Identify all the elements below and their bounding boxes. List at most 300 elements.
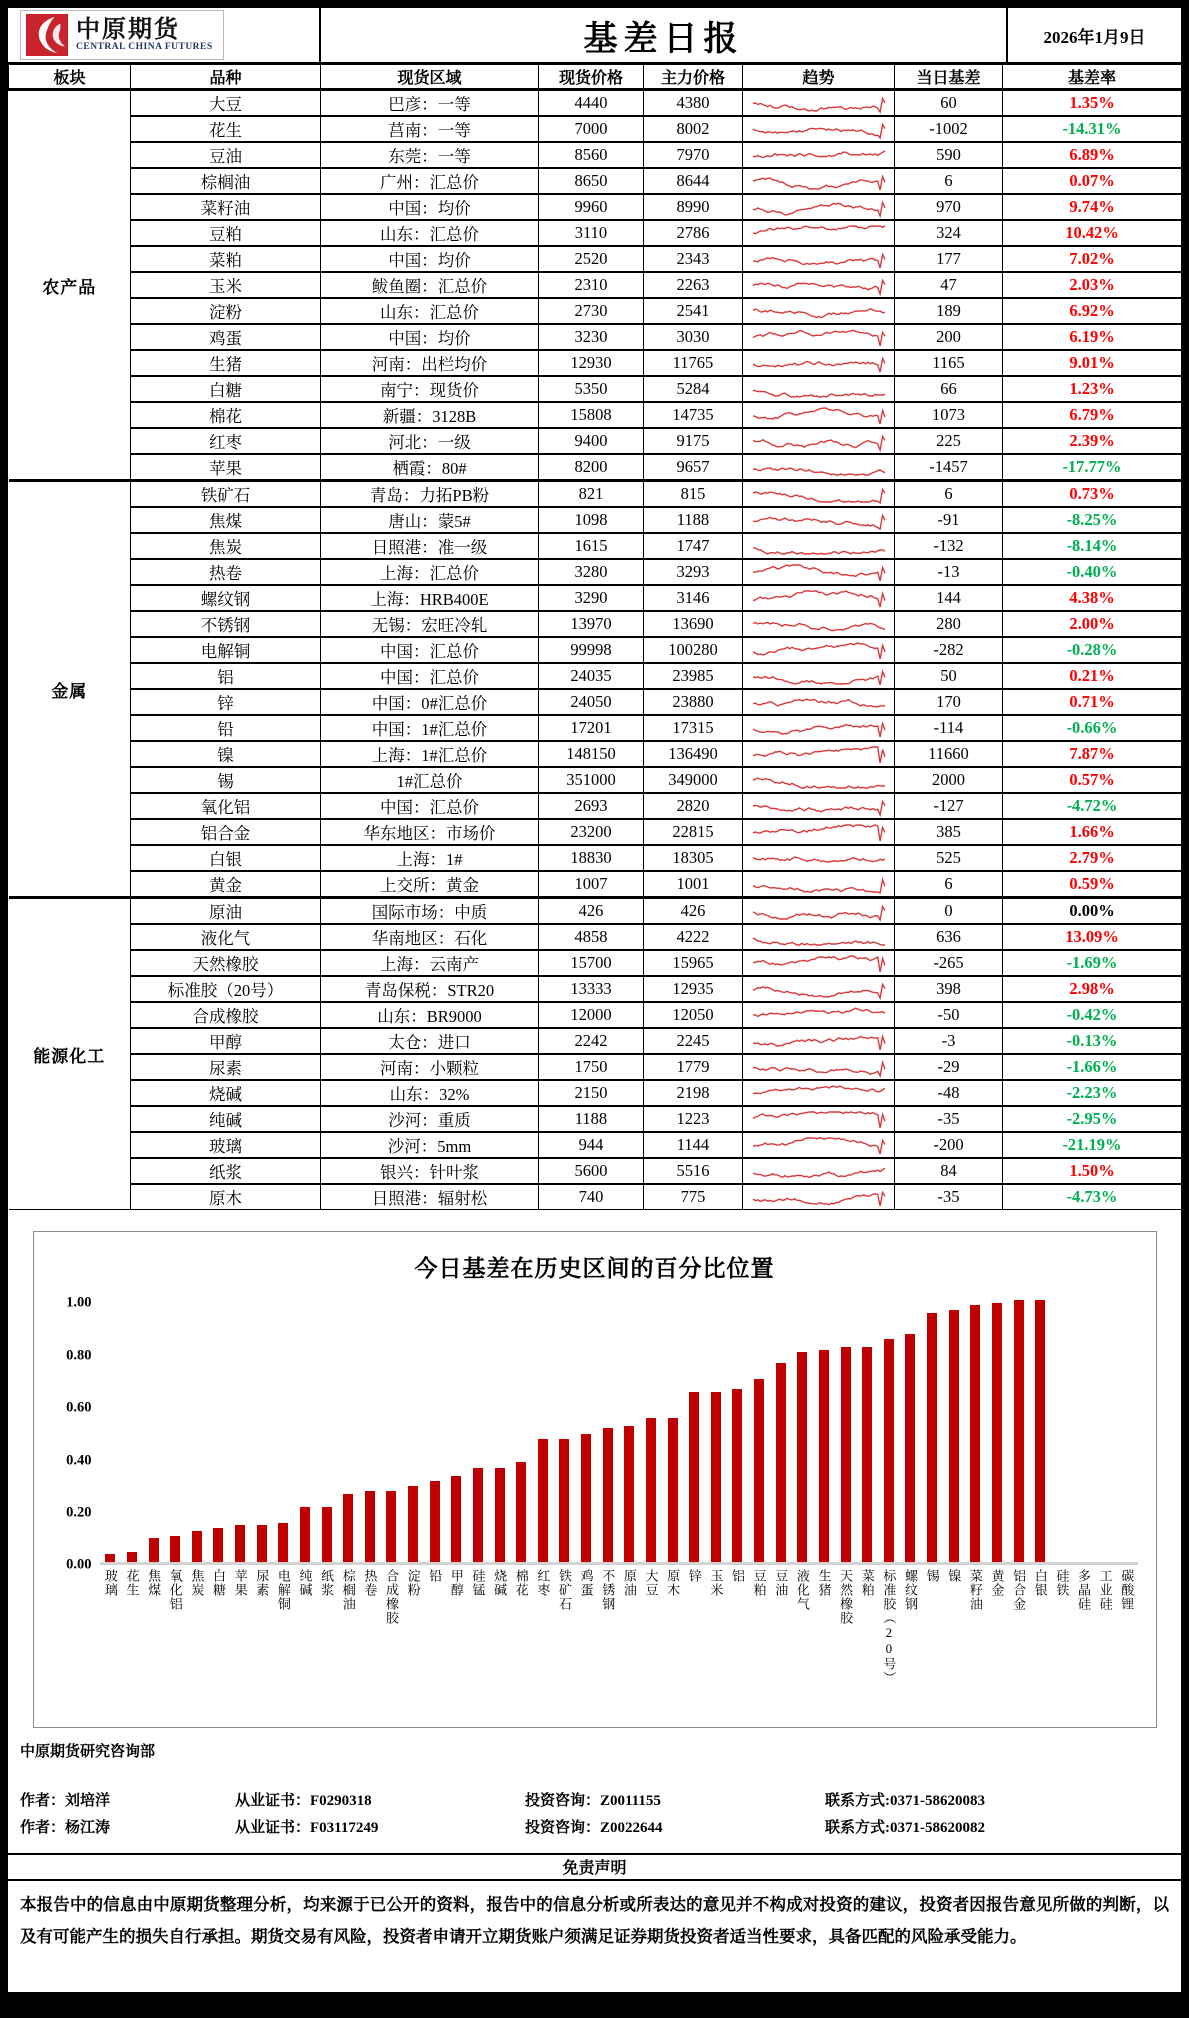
spot-price-cell: 3110 [539,220,644,246]
spot-price-cell: 148150 [539,741,644,767]
main-price-cell: 2541 [644,298,743,324]
spot-price-cell: 351000 [539,767,644,793]
variety-cell: 苹果 [131,454,321,481]
spot-price-cell: 3280 [539,559,644,585]
bar [927,1313,937,1562]
bar [408,1486,418,1562]
bar [581,1434,591,1562]
variety-cell: 黄金 [131,871,321,898]
author-segment: 从业证书：F0290318 [235,1793,372,1810]
trend-sparkline [743,611,895,637]
bar [451,1476,461,1562]
trend-sparkline [743,350,895,376]
variety-cell: 焦煤 [131,507,321,533]
x-tick-label: 天然橡胶 [838,1569,854,1626]
region-cell: 山东：32% [321,1080,539,1106]
basis-rate-cell: 1.23% [1003,376,1182,402]
x-tick-label: 螺纹钢 [902,1569,918,1612]
basis-rate-cell: -14.31% [1003,116,1182,142]
basis-table [8,64,1182,1210]
variety-cell: 豆油 [131,142,321,168]
bar-slot [683,1303,705,1562]
basis-rate-cell: -0.66% [1003,715,1182,741]
author-segment: 联系方式:0371-58620083 [825,1793,985,1810]
region-cell: 上海：汇总价 [321,559,539,585]
main-price-cell: 2245 [644,1028,743,1054]
spot-price-cell: 1750 [539,1054,644,1080]
x-tick-label: 棉花 [513,1569,529,1598]
trend-sparkline [743,507,895,533]
table-row [9,298,1182,324]
disclaimer-text: 本报告中的信息由中原期货整理分析，均来源于已公开的资料，报告中的信息分析或所表达的意见并不构成对投资的建议，投资者因报告意见所做的判断，以及有可能产生的损失自行承担。期货交易有风险，投资者申请开立期货账户须满足证券期货投资者适当性要求，具备匹配的风险承受能力。 [20,1895,1169,1947]
table-row [9,898,1182,925]
variety-cell: 生猪 [131,350,321,376]
table-row [9,871,1182,898]
trend-sparkline [743,559,895,585]
basis-cell: -114 [895,715,1003,741]
spot-price-cell: 3230 [539,324,644,350]
variety-cell: 棕榈油 [131,168,321,194]
basis-rate-cell: 0.71% [1003,689,1182,715]
variety-cell: 红枣 [131,428,321,454]
spot-price-cell: 740 [539,1184,644,1210]
chart-bars [100,1303,1138,1565]
company-logo [20,10,224,60]
bar-slot [273,1303,295,1562]
basis-rate-cell: -21.19% [1003,1132,1182,1158]
x-tick-label: 锡 [924,1569,940,1584]
x-tick-label: 纯碱 [297,1569,313,1598]
spot-price-cell: 2693 [539,793,644,819]
region-cell: 中国：汇总价 [321,793,539,819]
bar-slot [575,1303,597,1562]
bar-slot [316,1303,338,1562]
table-row [9,559,1182,585]
variety-cell: 锡 [131,767,321,793]
table-row [9,533,1182,559]
y-tick-label: 0.20 [66,1504,92,1521]
chart-bars-area [100,1303,1138,1685]
bar [516,1462,526,1562]
basis-rate-cell: -0.40% [1003,559,1182,585]
table-row [9,845,1182,871]
basis-cell: -13 [895,559,1003,585]
main-price-cell: 1188 [644,507,743,533]
percentile-chart [33,1231,1157,1728]
company-name-cn: 中原期货 [76,17,180,43]
variety-cell: 原油 [131,898,321,925]
main-price-cell: 22815 [644,819,743,845]
region-cell: 沙河：5mm [321,1132,539,1158]
table-row [9,976,1182,1002]
author-segment: 联系方式:0371-58620082 [825,1820,985,1837]
basis-rate-cell: 1.35% [1003,90,1182,117]
bar-slot [856,1303,878,1562]
region-cell: 山东：汇总价 [321,298,539,324]
x-tick-label: 铁矿石 [556,1569,572,1612]
bar [624,1426,634,1562]
region-cell: 中国：汇总价 [321,663,539,689]
company-logo-icon [26,14,68,56]
bar [603,1428,613,1562]
basis-cell: 144 [895,585,1003,611]
table-row [9,454,1182,481]
bar [776,1363,786,1562]
bar-slot [424,1303,446,1562]
bar [732,1389,742,1562]
region-cell: 鲅鱼圈：汇总价 [321,272,539,298]
basis-rate-cell: 7.02% [1003,246,1182,272]
variety-cell: 铝合金 [131,819,321,845]
region-cell: 广州：汇总价 [321,168,539,194]
author-segment: 投资咨询：Z0022644 [525,1820,663,1837]
x-tick-label: 锌 [686,1569,702,1584]
trend-sparkline [743,324,895,350]
basis-cell: -48 [895,1080,1003,1106]
variety-cell: 氧化铝 [131,793,321,819]
basis-rate-cell: -0.28% [1003,637,1182,663]
bar-slot [1008,1303,1030,1562]
basis-rate-cell: -4.72% [1003,793,1182,819]
bar [646,1418,656,1562]
basis-rate-cell: 2.39% [1003,428,1182,454]
basis-cell: 6 [895,168,1003,194]
spot-price-cell: 13333 [539,976,644,1002]
bar-slot [489,1303,511,1562]
table-row [9,481,1182,508]
spot-price-cell: 5600 [539,1158,644,1184]
bar-slot [878,1303,900,1562]
bar [149,1538,159,1562]
trend-sparkline [743,845,895,871]
region-cell: 河南：出栏均价 [321,350,539,376]
bar [170,1536,180,1562]
variety-cell: 淀粉 [131,298,321,324]
basis-rate-cell: -1.66% [1003,1054,1182,1080]
col-header-variety: 品种 [131,65,321,90]
x-tick-label: 菜籽油 [967,1569,983,1612]
author-segment: 投资咨询：Z0011155 [525,1793,661,1810]
basis-rate-cell: 2.79% [1003,845,1182,871]
table-row [9,1158,1182,1184]
basis-cell: 324 [895,220,1003,246]
variety-cell: 大豆 [131,90,321,117]
x-tick-label: 铝合金 [1011,1569,1027,1612]
trend-sparkline [743,298,895,324]
x-tick-label: 液化气 [794,1569,810,1612]
table-row [9,116,1182,142]
col-header-basis-rate: 基差率 [1003,65,1182,90]
region-cell: 中国：1#汇总价 [321,715,539,741]
bar-slot [813,1303,835,1562]
x-tick-label: 豆粕 [751,1569,767,1598]
bar-slot [100,1303,122,1562]
variety-cell: 玻璃 [131,1132,321,1158]
basis-rate-cell: -0.13% [1003,1028,1182,1054]
main-price-cell: 1747 [644,533,743,559]
variety-cell: 铁矿石 [131,481,321,508]
main-price-cell: 2786 [644,220,743,246]
bar-slot [532,1303,554,1562]
basis-rate-cell: 0.07% [1003,168,1182,194]
x-tick-label: 焦煤 [146,1569,162,1598]
region-cell: 无锡：宏旺冷轧 [321,611,539,637]
table-row [9,950,1182,976]
table-header-row [9,65,1182,90]
variety-cell: 花生 [131,116,321,142]
region-cell: 银兴：针叶浆 [321,1158,539,1184]
basis-cell: 1073 [895,402,1003,428]
variety-cell: 豆粕 [131,220,321,246]
x-tick-label: 鸡蛋 [578,1569,594,1598]
trend-sparkline [743,1106,895,1132]
main-price-cell: 3146 [644,585,743,611]
chart-y-axis [44,1294,100,1573]
variety-cell: 菜粕 [131,246,321,272]
x-tick-label: 尿素 [254,1569,270,1598]
main-price-cell: 9175 [644,428,743,454]
bar-slot [251,1303,273,1562]
x-tick-label: 烧碱 [492,1569,508,1598]
main-price-cell: 14735 [644,402,743,428]
table-row [9,924,1182,950]
spot-price-cell: 821 [539,481,644,508]
y-tick-label: 0.80 [66,1347,92,1364]
bar [300,1507,310,1562]
basis-cell: -200 [895,1132,1003,1158]
trend-sparkline [743,454,895,481]
x-tick-label: 玉米 [708,1569,724,1598]
bar [797,1352,807,1562]
spot-price-cell: 12930 [539,350,644,376]
basis-rate-cell: -4.73% [1003,1184,1182,1210]
variety-cell: 焦炭 [131,533,321,559]
spot-price-cell: 1098 [539,507,644,533]
x-tick-label: 铅 [427,1569,443,1584]
table-row [9,220,1182,246]
basis-rate-cell: 1.50% [1003,1158,1182,1184]
bar [365,1491,375,1562]
main-price-cell: 4380 [644,90,743,117]
bar-slot [597,1303,619,1562]
basis-cell: 200 [895,324,1003,350]
bar-slot [705,1303,727,1562]
bar-slot [381,1303,403,1562]
main-price-cell: 5516 [644,1158,743,1184]
chart-plot [34,1294,1156,1686]
region-cell: 中国：均价 [321,246,539,272]
basis-rate-cell: -1.69% [1003,950,1182,976]
table-row [9,168,1182,194]
y-tick-label: 0.00 [66,1556,92,1573]
trend-sparkline [743,871,895,898]
basis-cell: -29 [895,1054,1003,1080]
col-header-main-price: 主力价格 [644,65,743,90]
main-price-cell: 23880 [644,689,743,715]
bar [278,1523,288,1562]
basis-rate-cell: 6.92% [1003,298,1182,324]
table-row [9,1132,1182,1158]
basis-cell: 970 [895,194,1003,220]
basis-cell: 590 [895,142,1003,168]
bar [992,1303,1002,1562]
x-tick-label: 碳酸锂 [1119,1569,1135,1612]
spot-price-cell: 5350 [539,376,644,402]
region-cell: 华东地区：市场价 [321,819,539,845]
bar-slot [467,1303,489,1562]
trend-sparkline [743,950,895,976]
variety-cell: 液化气 [131,924,321,950]
bar-slot [229,1303,251,1562]
trend-sparkline [743,898,895,925]
variety-cell: 热卷 [131,559,321,585]
bar [105,1554,115,1562]
bar [213,1528,223,1562]
main-price-cell: 8990 [644,194,743,220]
variety-cell: 螺纹钢 [131,585,321,611]
spot-price-cell: 7000 [539,116,644,142]
main-price-cell: 1779 [644,1054,743,1080]
company-logo-text [76,18,213,52]
sector-cell: 能源化工 [9,898,131,1210]
variety-cell: 合成橡胶 [131,1002,321,1028]
main-price-cell: 2263 [644,272,743,298]
bar [819,1350,829,1562]
x-tick-label: 硅锰 [470,1569,486,1598]
trend-sparkline [743,1028,895,1054]
basis-rate-cell: -17.77% [1003,454,1182,481]
authors-block [20,1789,1169,1843]
bar-slot [510,1303,532,1562]
trend-sparkline [743,741,895,767]
spot-price-cell: 3290 [539,585,644,611]
region-cell: 华南地区：石化 [321,924,539,950]
x-tick-label: 镍 [946,1569,962,1584]
basis-cell: 189 [895,298,1003,324]
chart-title: 今日基差在历史区间的百分比位置 [414,1256,775,1282]
basis-cell: 84 [895,1158,1003,1184]
basis-rate-cell: -2.95% [1003,1106,1182,1132]
department-name: 中原期货研究咨询部 [20,1744,156,1761]
basis-cell: -265 [895,950,1003,976]
trend-sparkline [743,116,895,142]
table-row [9,90,1182,117]
basis-cell: -3 [895,1028,1003,1054]
bar-slot [208,1303,230,1562]
x-tick-label: 红枣 [535,1569,551,1598]
variety-cell: 铅 [131,715,321,741]
trend-sparkline [743,1132,895,1158]
trend-sparkline [743,272,895,298]
trend-sparkline [743,142,895,168]
bar [127,1552,137,1562]
variety-cell: 纸浆 [131,1158,321,1184]
bar-slot [748,1303,770,1562]
basis-cell: 636 [895,924,1003,950]
variety-cell: 镍 [131,741,321,767]
bar-slot [1094,1303,1116,1562]
x-tick-label: 玻璃 [102,1569,118,1598]
bar-slot [294,1303,316,1562]
region-cell: 唐山：蒙5# [321,507,539,533]
bar-slot [619,1303,641,1562]
y-tick-label: 0.40 [66,1452,92,1468]
bar-slot [1116,1303,1138,1562]
sector-cell: 农产品 [9,90,131,481]
basis-rate-cell: -8.25% [1003,507,1182,533]
basis-rate-cell: -8.14% [1003,533,1182,559]
trend-sparkline [743,1158,895,1184]
trend-sparkline [743,428,895,454]
main-price-cell: 4222 [644,924,743,950]
spot-price-cell: 2310 [539,272,644,298]
basis-rate-cell: -2.23% [1003,1080,1182,1106]
x-tick-label: 热卷 [362,1569,378,1598]
bar-slot [727,1303,749,1562]
x-tick-label: 棕榈油 [340,1569,356,1612]
spot-price-cell: 2730 [539,298,644,324]
region-cell: 巴彦：一等 [321,90,539,117]
main-price-cell: 12935 [644,976,743,1002]
main-price-cell: 775 [644,1184,743,1210]
region-cell: 上交所：黄金 [321,871,539,898]
region-cell: 国际市场：中质 [321,898,539,925]
table-row [9,689,1182,715]
region-cell: 上海：1# [321,845,539,871]
main-price-cell: 1223 [644,1106,743,1132]
basis-cell: -132 [895,533,1003,559]
variety-cell: 锌 [131,689,321,715]
basis-rate-cell: 6.19% [1003,324,1182,350]
bar-slot [1051,1303,1073,1562]
trend-sparkline [743,924,895,950]
bar-slot [640,1303,662,1562]
bar [1014,1300,1024,1562]
basis-cell: -282 [895,637,1003,663]
basis-cell: -35 [895,1106,1003,1132]
y-tick-label: 0.60 [66,1399,92,1416]
x-tick-label: 电解铜 [275,1569,291,1612]
bar [538,1439,548,1562]
table-row [9,324,1182,350]
x-tick-label: 氧化铝 [167,1569,183,1612]
basis-rate-cell: 9.01% [1003,350,1182,376]
bar-slot [965,1303,987,1562]
table-row [9,402,1182,428]
basis-cell: 6 [895,481,1003,508]
main-price-cell: 2343 [644,246,743,272]
region-cell: 河北：一级 [321,428,539,454]
trend-sparkline [743,168,895,194]
spot-price-cell: 2150 [539,1080,644,1106]
bar-slot [186,1303,208,1562]
spot-price-cell: 426 [539,898,644,925]
bar [949,1310,959,1562]
x-tick-label: 甲醇 [448,1569,464,1598]
basis-rate-cell: 6.79% [1003,402,1182,428]
spot-price-cell: 23200 [539,819,644,845]
spot-price-cell: 8200 [539,454,644,481]
table-row [9,585,1182,611]
trend-sparkline [743,715,895,741]
region-cell: 中国：汇总价 [321,637,539,663]
x-tick-label: 花生 [124,1569,140,1598]
region-cell: 中国：0#汇总价 [321,689,539,715]
variety-cell: 纯碱 [131,1106,321,1132]
trend-sparkline [743,663,895,689]
trend-sparkline [743,481,895,508]
report-footer [8,1728,1181,1843]
